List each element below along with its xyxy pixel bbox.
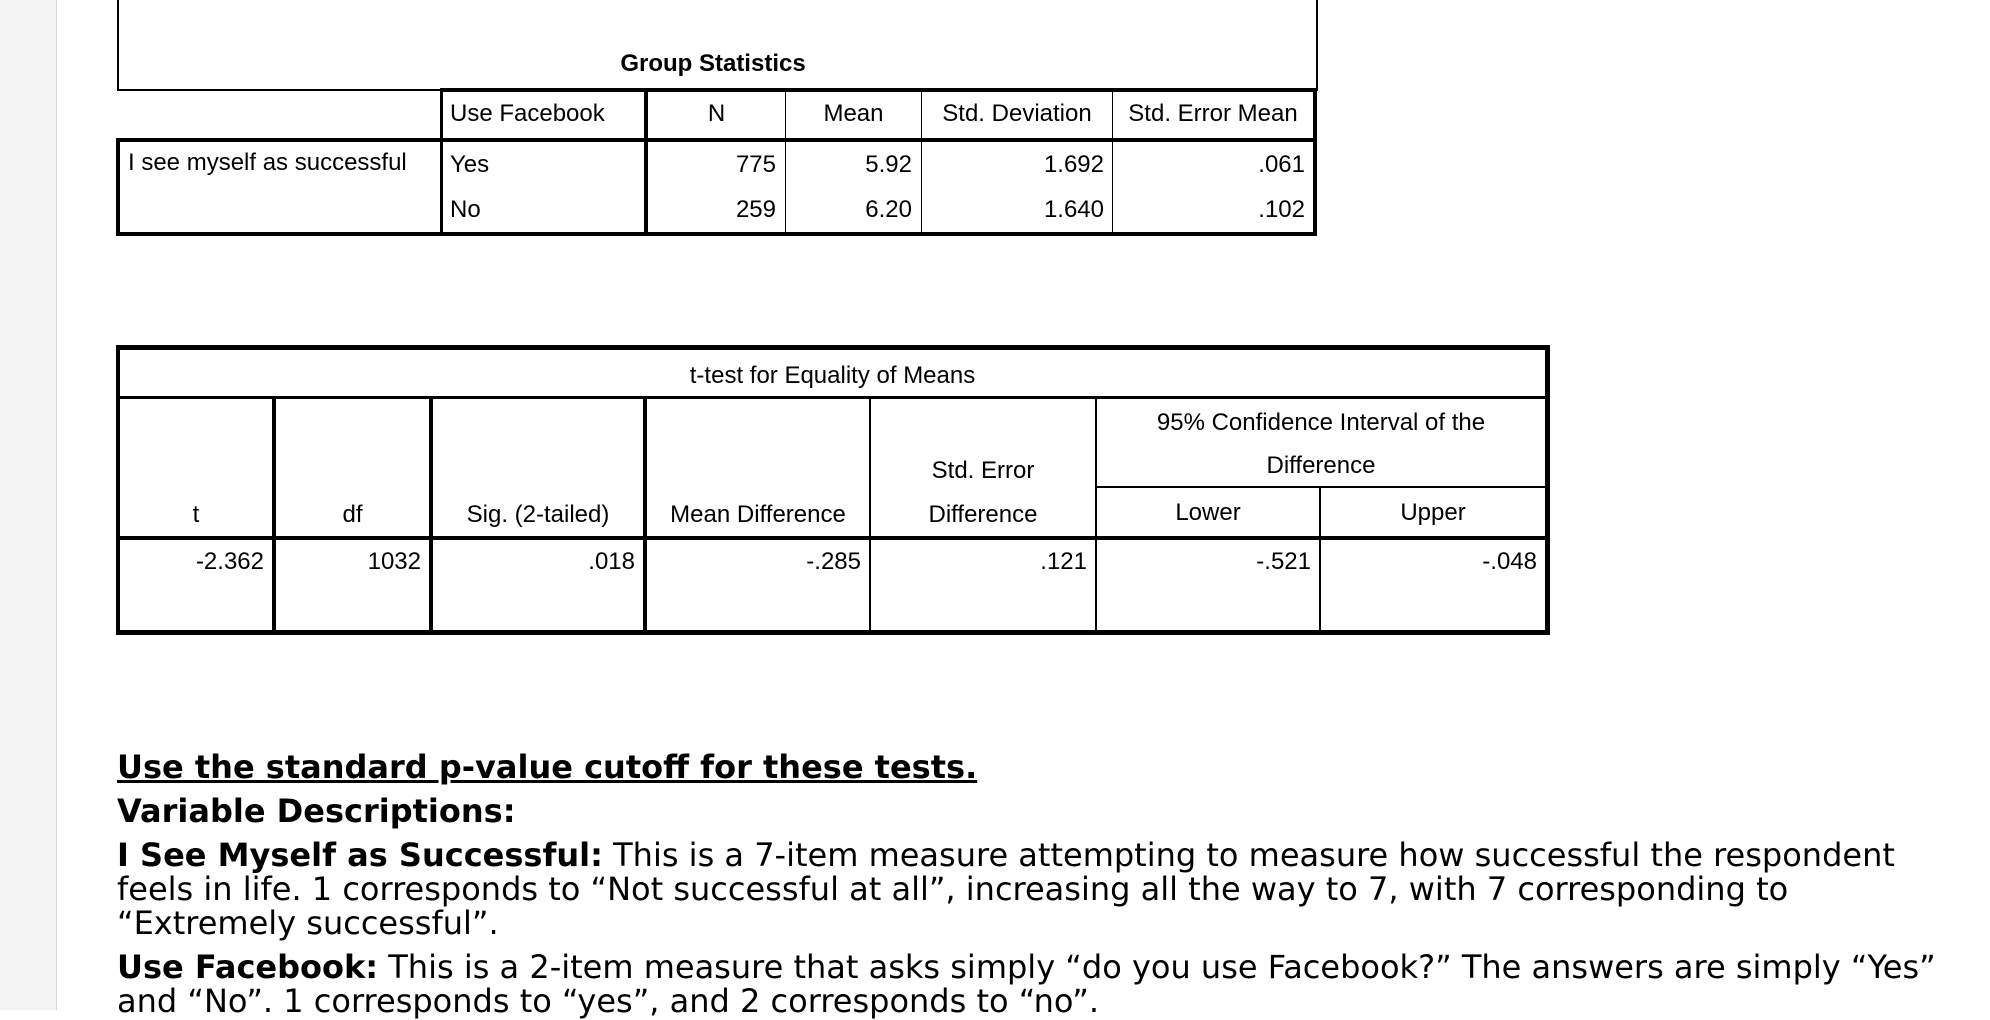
mean-yes: 5.92 <box>865 151 912 178</box>
header-mean: Mean <box>823 100 884 127</box>
se-diff-header-line2: Difference <box>928 501 1038 528</box>
sd-no: 1.640 <box>1043 196 1104 223</box>
value-lower: -.521 <box>1256 548 1311 575</box>
value-mean-difference: -.285 <box>806 548 861 575</box>
facebook-text: This is a 2-item measure that asks simply “do you use Facebook?” The answers are simply “Yes” and “No”. 1 corresponds to “yes”, and 2 corresponds to “no”. <box>117 948 1936 1020</box>
sd-yes: 1.692 <box>1043 151 1104 178</box>
n-no: 259 <box>735 196 776 223</box>
ci-header-line2: Difference <box>1266 452 1376 479</box>
variable-descriptions-heading: Variable Descriptions: <box>117 792 516 830</box>
ttest-table <box>0 340 1990 640</box>
successful-label: I See Myself as Successful: <box>117 836 603 874</box>
header-use-facebook: Use Facebook <box>450 100 605 127</box>
header-upper: Upper <box>1400 499 1466 526</box>
header-n: N <box>707 100 726 127</box>
header-lower: Lower <box>1175 499 1241 526</box>
se-no: .102 <box>1258 196 1305 223</box>
value-t: -2.362 <box>195 548 264 575</box>
header-t: t <box>192 501 200 528</box>
header-df: df <box>342 501 363 528</box>
header-mean-difference: Mean Difference <box>670 501 846 528</box>
header-std-deviation: Std. Deviation <box>942 100 1092 127</box>
se-diff-header-line1: Std. Error <box>931 457 1035 484</box>
mean-no: 6.20 <box>865 196 912 223</box>
notes-section <box>117 750 1957 1018</box>
value-upper: -.048 <box>1482 548 1537 575</box>
group-statistics-table <box>0 0 1990 240</box>
facebook-description <box>117 950 1957 1018</box>
se-yes: .061 <box>1258 151 1305 178</box>
header-std-error-mean: Std. Error Mean <box>1128 100 1298 127</box>
ci-header-line1: 95% Confidence Interval of the <box>1156 409 1486 436</box>
value-se-difference: .121 <box>1040 548 1087 575</box>
group-stats-title: Group Statistics <box>620 50 806 77</box>
facebook-label: Use Facebook: <box>117 948 379 986</box>
cutoff-note: Use the standard p-value cutoff for these tests. <box>117 748 978 786</box>
group-yes: Yes <box>450 151 490 178</box>
group-no: No <box>450 196 481 223</box>
header-sig: Sig. (2-tailed) <box>466 501 610 528</box>
successful-text: This is a 7-item measure attempting to measure how successful the respondent feels in life. 1 corresponds to “Not successful at all”, increasing all the way to 7, with 7 corresponding to “Extremely successful”. <box>117 836 1895 942</box>
ttest-title: t-test for Equality of Means <box>689 362 976 389</box>
value-df: 1032 <box>367 548 421 575</box>
row-label-successful: I see myself as successful <box>128 149 407 176</box>
successful-description <box>117 838 1957 940</box>
n-yes: 775 <box>735 151 776 178</box>
value-sig: .018 <box>588 548 635 575</box>
